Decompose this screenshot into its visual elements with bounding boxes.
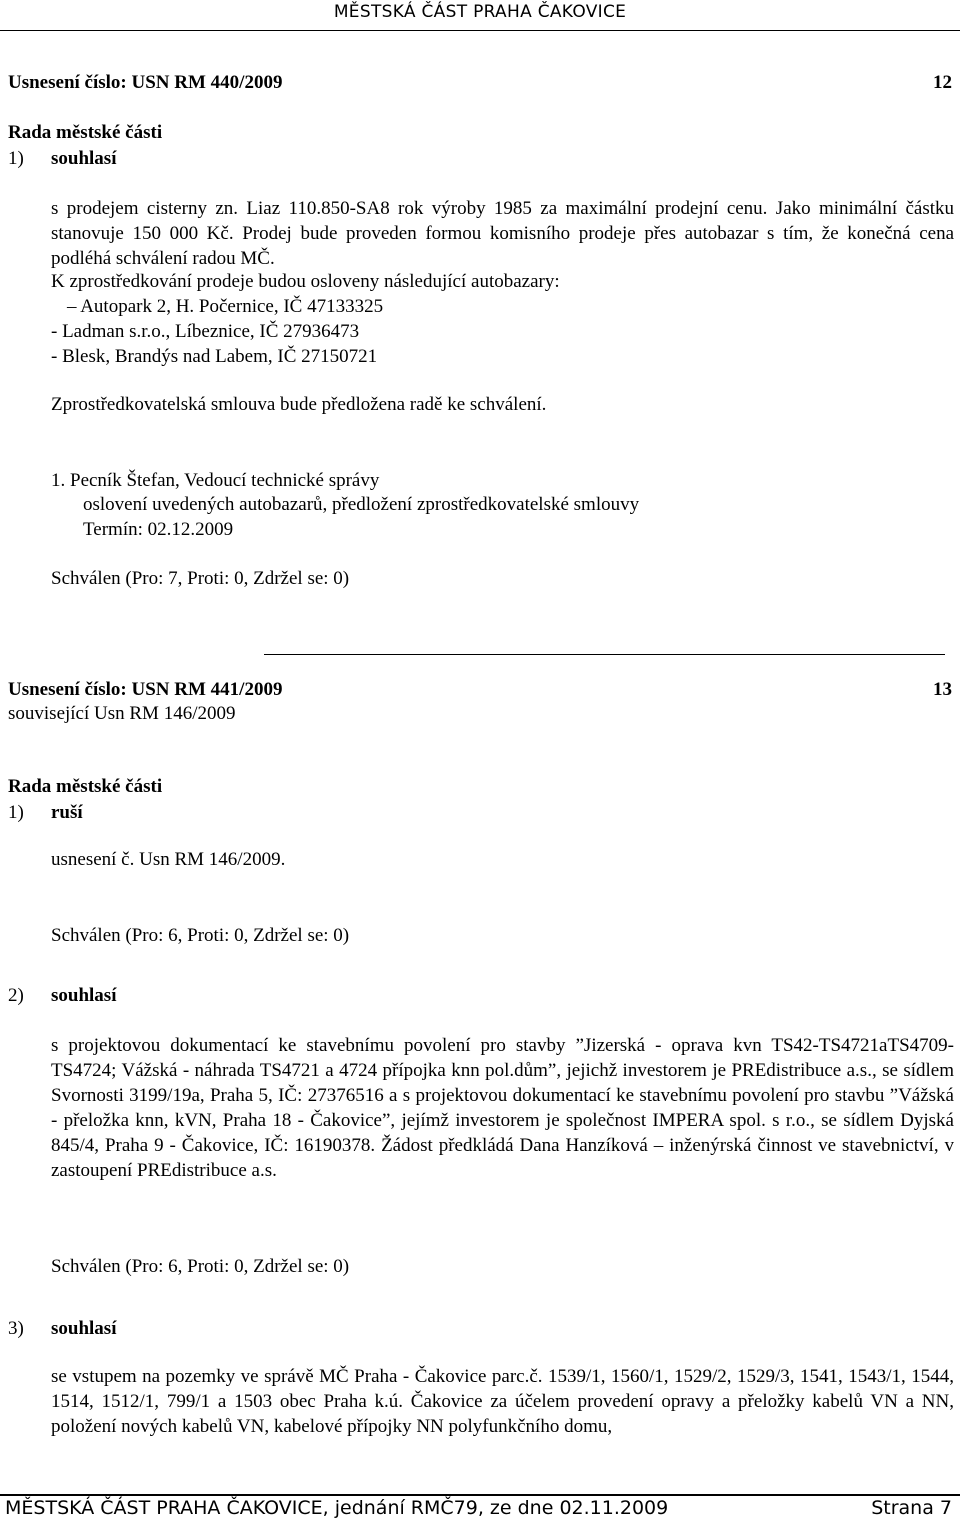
- resolution-title: Usnesení číslo: USN RM 440/2009: [8, 72, 283, 93]
- resolution-paragraph: s prodejem cisterny zn. Liaz 110.850-SA8 rok výroby 1985 za maximální prodejní cenu. Jako minimální částku stanovuje 150 000 Kč. Prodej bude proveden formou komisního prodeje přes autobazar s tím, že konečná cena podléhá schválení radou MČ.: [51, 198, 954, 269]
- council-label: Rada městské části: [8, 122, 163, 143]
- list-item: - Blesk, Brandýs nad Labem, IČ 27150721: [51, 346, 378, 367]
- resolution-title: Usnesení číslo: USN RM 441/2009: [8, 679, 283, 700]
- running-header: MĚSTSKÁ ČÁST PRAHA ČAKOVICE: [333, 2, 627, 22]
- footer-left: MĚSTSKÁ ČÁST PRAHA ČAKOVICE, jednání RMČ79, ze dne 02.11.2009: [5, 1497, 669, 1519]
- vote-result: Schválen (Pro: 6, Proti: 0, Zdržel se: 0): [51, 925, 350, 946]
- item-number: 2): [8, 985, 24, 1006]
- task-description: oslovení uvedených autobazarů, předložení zprostředkovatelské smlouvy: [83, 494, 640, 515]
- item-text: s projektovou dokumentací ke stavebnímu povolení pro stavby ”Jizerská - oprava kvn TS42-TS4721aTS4709-TS4724; Vážská - náhrada TS4721 a 4724 přípojka knn pol.dům”, jejichž investorem je PREdistribuce a.s., se sídlem Svornosti 3199/19a, Praha 5, IČ: 27376516 a s projektovou dokumentací ke stavebnímu povolení pro stavbu ”Vážská - přeložka knn, kVN, Praha 18 - Čakovice”, jejímž investorem je společnost IMPERA spol. s r.o., se sídlem Dyjská 845/4, Praha 9 - Čakovice, IČ: 16190378. Žádost předkládá Dana Hanzíková – inženýrská činnost ve stavebnictví, v zastoupení PREdistribuce a.s.: [51, 1035, 954, 1181]
- page-number: Strana 7: [871, 1497, 952, 1519]
- list-item: - Ladman s.r.o., Líbeznice, IČ 27936473: [51, 321, 360, 342]
- header-rule: [0, 30, 960, 31]
- item-verb: souhlasí: [51, 1318, 117, 1339]
- item-number: 1): [8, 148, 24, 169]
- item-number: 1): [8, 802, 24, 823]
- footer-rule: [0, 1494, 960, 1496]
- resolution-number: 12: [933, 72, 952, 93]
- item-verb: souhlasí: [51, 985, 117, 1006]
- separator-line: [264, 654, 945, 655]
- resolution-paragraph: K zprostředkování prodeje budou osloveny následující autobazary:: [51, 271, 560, 292]
- item-verb: ruší: [51, 802, 83, 823]
- vote-result: Schválen (Pro: 6, Proti: 0, Zdržel se: 0): [51, 1256, 350, 1277]
- item-text: usnesení č. Usn RM 146/2009.: [51, 849, 286, 870]
- list-item: – Autopark 2, H. Počernice, IČ 47133325: [67, 296, 384, 317]
- resolution-number: 13: [933, 679, 952, 700]
- task-deadline: Termín: 02.12.2009: [83, 519, 234, 540]
- council-label: Rada městské části: [8, 776, 163, 797]
- related-resolution: související Usn RM 146/2009: [8, 703, 236, 724]
- item-number: 3): [8, 1318, 24, 1339]
- item-text: se vstupem na pozemky ve správě MČ Praha - Čakovice parc.č. 1539/1, 1560/1, 1529/2, 1529/3, 1541, 1543/1, 1544, 1514, 1512/1, 799/1 a 1503 obec Praha k.ú. Čakovice za účelem provedení opravy a přeložky kabelů VN a NN, položení nových kabelů VN, kabelové přípojky NN polyfunkčního domu,: [51, 1366, 954, 1437]
- task-person: 1. Pecník Štefan, Vedoucí technické správy: [51, 470, 380, 491]
- item-verb: souhlasí: [51, 148, 117, 169]
- vote-result: Schválen (Pro: 7, Proti: 0, Zdržel se: 0): [51, 568, 350, 589]
- resolution-paragraph: Zprostředkovatelská smlouva bude předložena radě ke schválení.: [51, 394, 547, 415]
